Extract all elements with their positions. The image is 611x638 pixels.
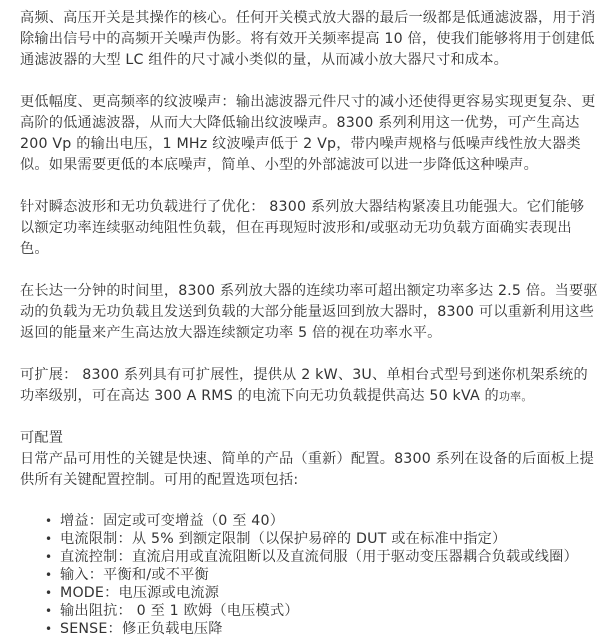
config-section [20,428,598,638]
config-item-gain: • 增益：固定或可变增益（0 至 40） [60,512,598,530]
config-item-output-impedance: • 输出阻抗： 0 至 1 欧姆（电压模式） [60,602,598,620]
expandable-text: 可扩展： 8300 系列具有可扩展性，提供从 2 kW、3U、单相台式型号到迷你机架系统的功率级别，可在高达 300 A RMS 的电流下向无功负载提供高达 50 kVA 的 [20,367,588,404]
paragraph-switching: 高频、高压开关是其操作的核心。任何开关模式放大器的最后一级都是低通滤波器，用于消除输出信号中的高频开关噪声伪影。将有效开关频率提高 10 倍，使我们能够将用于创建低通滤波器的大型 LC 组件的尺寸减小类似的量，从而减小放大器尺寸和成本。 [20,10,596,68]
paragraph-ripple-noise: 更低幅度、更高频率的纹波噪声：输出滤波器元件尺寸的减小还使得更容易实现更复杂、更高阶的低通滤波器，从而大大降低输出纹波噪声。8300 系列利用这一优势，可产生高达 200 Vp 的输出电压，1 MHz 纹波噪声低于 2 Vp，带内噪声规格与低噪声线性放大器类似。如果需要更低的本底噪声，简单、小型的外部滤波可以进一步降低这种噪声。 [20,94,596,173]
article-body [20,8,598,638]
paragraph-overpower: 在长达一分钟的时间里，8300 系列放大器的连续功率可超出额定功率多达 2.5 倍。当要驱动的负载为无功负载且发送到负载的大部分能量返回到放大器时，8300 可以重新利用这些返回的能量来产生高达放大器连续额定功率 5 倍的视在功率水平。 [20,283,598,341]
expandable-tail: 功率。 [498,390,533,403]
config-options-list [20,512,598,638]
paragraph-transient: 针对瞬态波形和无功负载进行了优化： 8300 系列放大器结构紧凑且功能强大。它们能够以额定功率连续驱动纯阻性负载，但在再现短时波形和/或驱动无功负载方面确实表现出色。 [20,199,585,257]
config-item-input: • 输入：平衡和/或不平衡 [60,566,598,584]
config-item-dc-control: • 直流控制：直流启用或直流阻断以及直流伺服（用于驱动变压器耦合负载或线圈） [60,548,598,566]
config-item-sense: • SENSE：修正负载电压降 [60,620,598,638]
config-item-mode: • MODE：电压源或电流源 [60,584,598,602]
config-intro: 日常产品可用性的关键是快速、简单的产品（重新）配置。8300 系列在设备的后面板上提供所有关键配置控制。可用的配置选项包括: [20,451,594,488]
config-heading: 可配置 [20,430,64,446]
config-item-current-limit: • 电流限制：从 5% 到额定限制（以保护易碎的 DUT 或在标准中指定） [60,530,598,548]
paragraph-expandable [20,365,598,407]
